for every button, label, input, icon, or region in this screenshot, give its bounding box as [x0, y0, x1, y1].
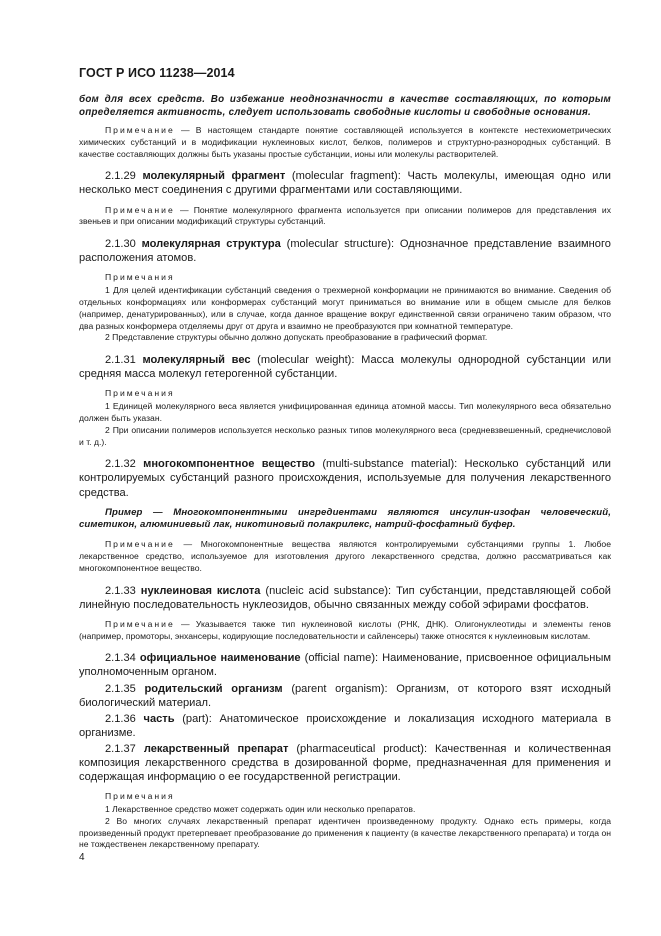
term-number: 2.1.37 — [105, 742, 136, 755]
term-number: 2.1.32 — [105, 458, 136, 471]
term-definition: Тип субстанции, представляющей собой линейную последовательность нуклеозидов, обычно связанных между собой эфирами фосфатов. — [79, 584, 612, 611]
term-2-1-30 — [79, 237, 611, 265]
term-number: 2.1.34 — [105, 652, 136, 665]
term-number: 2.1.29 — [105, 170, 136, 183]
term-english: (molecular fragment): — [291, 170, 401, 183]
note-text: — Указывается также тип нуклеиновой кислоты (РНК, ДНК). Олигонуклеотиды и элементы генов (например, промоторы, энхансеры, кодирующие последовательности и сайленсеры) также относятся к нуклеиновым кислотам. — [79, 618, 611, 641]
term-definition: Однозначное представление взаимного расположения атомов. — [79, 238, 611, 265]
notes-heading: Примечания — [105, 388, 175, 399]
continuation-paragraph: бом для всех средств. Во избежание неоднозначности в качестве составляющих, по которым определяется активность, следует использовать свободные кислоты и свободные основания. — [79, 94, 611, 118]
term-number: 2.1.31 — [105, 354, 136, 367]
note-text: — В настоящем стандарте понятие составляющей используется в контексте нестехиометрических химических субстанций и в модификации нуклеиновых кислот, белков, полимеров и структурно-разнородных субстанций. В качестве составляющих должны быть указаны простые субстанции, ионы или молекулы растворителей. — [79, 125, 612, 159]
term-english: (part): — [182, 712, 212, 725]
term-definition: Несколько субстанций или контролируемых субстанций разного происхождения, используемые для получения лекарственного средства. — [79, 458, 611, 499]
term-definition: Качественная и количественная композиция лекарственного средства в дозированной форме, предназначенная для применения и содержащая информацию о ее государственной регистрации. — [79, 742, 611, 784]
term-number: 2.1.36 — [105, 712, 136, 725]
term-name: нуклеиновая кислота — [140, 584, 261, 597]
page-number: 4 — [79, 852, 85, 863]
term-english: (pharmaceutical product): — [296, 742, 428, 755]
note-text: — Многокомпонентные вещества являются контролируемыми субстанциями группы 1. Любое лекарственное средство, используемое для изготовления другого лекарственного средства, должно рассматриваться как многокомпонентное вещество. — [79, 539, 611, 573]
term-name: родительский организм — [144, 682, 283, 695]
note-multi-substance — [79, 539, 611, 574]
term-number: 2.1.33 — [105, 584, 136, 597]
note-label: Примечание — [105, 539, 175, 550]
term-english: (parent organism): — [291, 682, 388, 695]
note-molecular-fragment — [79, 205, 611, 229]
term-definition: Наименование, присвоенное официальным уполномоченным органом. — [79, 652, 611, 679]
page-content — [79, 94, 611, 851]
term-number: 2.1.30 — [105, 238, 136, 251]
term-english: (nucleic acid substance): — [265, 584, 392, 597]
note-label: Примечание — [105, 204, 175, 215]
term-2-1-29 — [79, 169, 611, 197]
term-name: молекулярный вес — [142, 354, 251, 367]
term-number: 2.1.35 — [105, 682, 136, 695]
term-2-1-36 — [79, 712, 611, 740]
term-name: официальное наименование — [139, 652, 301, 665]
example-paragraph: Пример — Многокомпонентными ингредиентами являются инсулин-изофан человеческий, симетикон, алюминиевый лак, никотиновый полакрилекс, натрий-фосфатный буфер. — [79, 506, 611, 531]
note-item: 2 Представление структуры обычно должно допускать преобразование в графический формат. — [105, 332, 488, 343]
note-text: — Понятие молекулярного фрагмента используется при описании полимеров для представления их звеньев и при описании модификаций структуры субстанций. — [79, 204, 611, 227]
term-name: часть — [143, 712, 175, 725]
note-item: 2 При описании полимеров используется несколько разных типов молекулярного веса (средневзвешенный, среднечисловой и т. д.). — [79, 424, 611, 447]
note-item: 1 Лекарственное средство может содержать один или несколько препаратов. — [105, 804, 416, 814]
document-header: ГОСТ Р ИСО 11238—2014 — [79, 66, 235, 80]
term-english: (official name): — [304, 652, 379, 665]
note-label: Примечание — [105, 618, 175, 629]
term-2-1-31 — [79, 353, 611, 381]
term-2-1-32 — [79, 457, 611, 499]
term-english: (multi-substance material): — [322, 458, 458, 471]
note-item: 1 Для целей идентификации субстанций сведения о трехмерной конформации не принимаются во внимание. Сведения об отдельных конформациях или конформерах субстанций могут приниматься во внимание или в общем смысле для белков (например, денатурированных), или в случае, когда данное вращение вокруг единственной связи ограничено таким образом, что два разных конформера отделяемы друг от друга и взаимно не преобразуются при комнатной температуре. — [79, 285, 611, 331]
term-name: лекарственный препарат — [143, 742, 289, 755]
term-name: многокомпонентное вещество — [143, 458, 316, 471]
term-2-1-33 — [79, 584, 611, 612]
term-2-1-37 — [79, 742, 611, 784]
term-definition: Анатомическое происхождение и локализация исходного материала в организме. — [79, 712, 611, 739]
term-english: (molecular weight): — [257, 354, 355, 367]
term-name: молекулярная структура — [141, 238, 281, 251]
term-definition: Организм, от которого взят исходный биологический материал. — [79, 682, 611, 709]
term-name: молекулярный фрагмент — [142, 170, 286, 183]
note-item: 1 Единицей молекулярного веса является унифицированная единица атомной массы. Тип молекулярного веса обязательно должен быть указан. — [79, 401, 611, 423]
note-nucleic-acid — [79, 619, 611, 643]
note-constituent — [79, 125, 611, 160]
notes-heading: Примечания — [105, 791, 175, 802]
term-definition: Масса молекулы однородной субстанции или средняя масса молекул гетерогенной субстанции. — [79, 354, 612, 381]
note-label: Примечание — [105, 125, 175, 135]
note-item: 2 Во многих случаях лекарственный препарат идентичен произведенному продукту. Однако есть примеры, когда произведенный продукт претерпевает преобразование до применения к пациенту (в качестве лекарственного препарата) и тогда он не тождественен лекарственному препарату. — [79, 815, 611, 850]
notes-heading: Примечания — [105, 272, 175, 283]
term-definition: Часть молекулы, имеющая одно или несколько мест соединения с другими фрагментами или составляющими. — [79, 170, 611, 197]
term-2-1-34 — [79, 651, 611, 679]
term-2-1-35 — [79, 682, 611, 710]
term-english: (molecular structure): — [286, 238, 395, 251]
